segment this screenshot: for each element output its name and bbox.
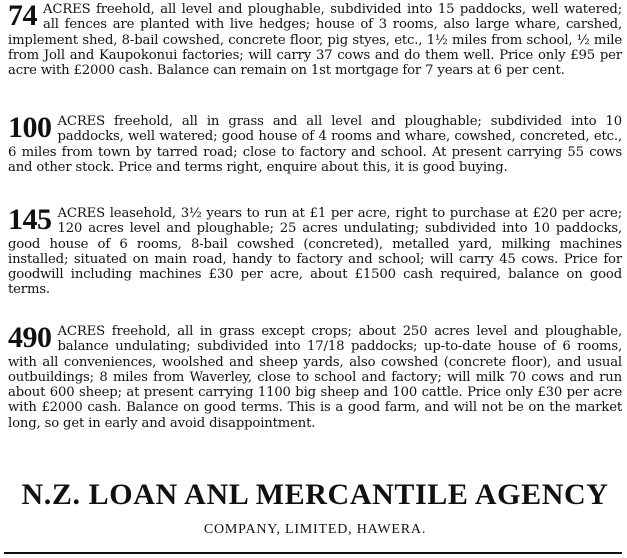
listing-100 xyxy=(8,111,622,175)
listing-text: ACRES freehold, all level and ploughable, subdivided into 15 paddocks, well watered; all fences are planted with live hedges; house of 3 rooms, also large whare, carshed, implement shed, 8-bail cowshed, concrete floor, pig styes, etc., 1½ miles from school, ½ mile from Joll and Kaupokonui factories; will carry 37 cows and do them well. Price only £95 per acre with £2000 cash. Balance can remain on 1st mortgage for 7 years at 6 per cent. xyxy=(8,2,622,79)
listing-145 xyxy=(8,203,622,298)
listing-number: 490 xyxy=(8,321,52,354)
bottom-rule xyxy=(4,552,622,554)
listing-number: 145 xyxy=(8,203,52,236)
listing-number: 74 xyxy=(8,0,37,32)
listing-text: ACRES freehold, all in grass and all level and ploughable; subdivided into 10 paddocks, well watered; good house of 4 rooms and whare, cowshed, concreted, etc., 6 miles from town by tarred road; close to factory and school. At present carrying 55 cows and other stock. Price and terms right, enquire about this, it is good buying. xyxy=(8,114,622,175)
listing-text: ACRES leasehold, 3½ years to run at £1 per acre, right to purchase at £20 per acre; 120 acres level and ploughable; 25 acres undulating; subdivided into 10 paddocks, good house of 6 rooms, 8-bail cowshed (concreted), metalled yard, milking machines installed; situated on main road, handy to factory and school; will carry 45 cows. Price for goodwill including machines £30 per acre, about £1500 cash required, balance on good terms. xyxy=(8,206,622,298)
listing-text: ACRES freehold, all in grass except crops; about 250 acres level and ploughable, balance undulating; subdivided into 17/18 paddocks; up-to-date house of 6 rooms, with all conveniences, woolshed and sheep yards, also cowshed (concrete floor), and usual outbuildings; 8 miles from Waverley, close to school and factory; will milk 70 cows and run about 600 sheep; at present carrying 1100 big sheep and 100 cattle. Price only £30 per acre with £2000 cash. Balance on good terms. This is a good farm, and will not be on the market long, so get in early and avoid disappointment. xyxy=(8,324,622,431)
company-line: COMPANY, LIMITED, HAWERA. xyxy=(203,522,427,537)
agency-name: N.Z. LOAN ANL MERCANTILE AGENCY xyxy=(21,478,609,511)
listing-490 xyxy=(8,321,622,431)
listing-number: 100 xyxy=(8,111,52,144)
listing-74 xyxy=(8,2,622,78)
